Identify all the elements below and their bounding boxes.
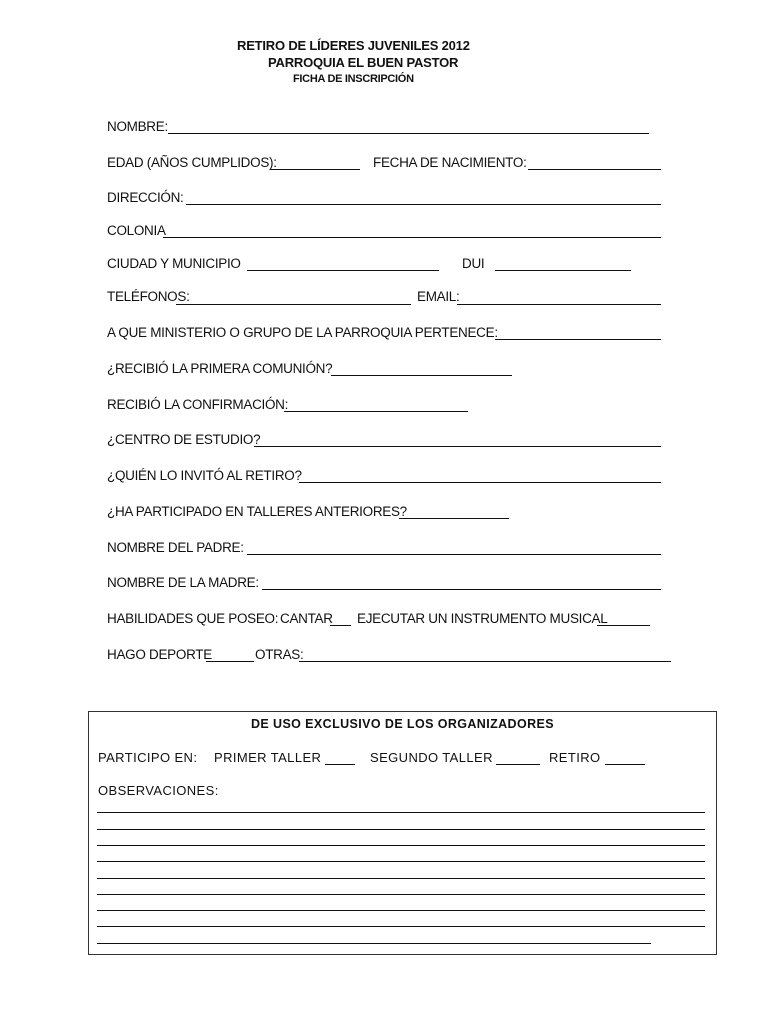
talleres-field[interactable] [399,518,509,519]
email-field[interactable] [457,304,661,305]
primer-taller-field[interactable] [325,764,355,765]
observaciones-line[interactable] [97,926,705,927]
direccion-field[interactable] [186,204,661,205]
nombre-label: NOMBRE: [107,119,168,134]
telefonos-label: TELÉFONOS: [107,289,190,304]
otras-field[interactable] [299,661,671,662]
segundo-taller-label: SEGUNDO TALLER [370,750,493,765]
field-row-colonia [0,222,768,242]
field-row-telefonos [0,288,768,308]
confirmacion-label: RECIBIÓ LA CONFIRMACIÓN: [107,397,289,412]
organizers-box [88,711,717,955]
field-row-habilidades [0,610,768,630]
centro-estudio-label: ¿CENTRO DE ESTUDIO? [107,432,261,447]
observaciones-line[interactable] [97,829,705,830]
confirmacion-field[interactable] [284,411,468,412]
habilidades-label: HABILIDADES QUE POSEO: [107,611,279,626]
retiro-field[interactable] [605,764,645,765]
edad-field[interactable] [270,169,360,170]
observaciones-line[interactable] [97,812,705,813]
observaciones-line[interactable] [97,861,705,862]
field-row-comunion [0,360,768,380]
talleres-label: ¿HA PARTICIPADO EN TALLERES ANTERIORES? [107,504,407,519]
field-row-ministerio [0,324,768,344]
dui-field[interactable] [495,270,631,271]
madre-field[interactable] [262,589,661,590]
dui-label: DUI [462,256,485,271]
field-row-talleres [0,503,768,523]
ciudad-label: CIUDAD Y MUNICIPIO [107,256,241,271]
form-name: FICHA DE INSCRIPCIÓN [293,73,414,85]
instrumento-label: EJECUTAR UN INSTRUMENTO MUSICAL [357,611,608,626]
padre-label: NOMBRE DEL PADRE: [107,540,244,555]
participo-label: PARTICIPO EN: [98,750,198,765]
observaciones-line[interactable] [97,845,705,846]
field-row-madre [0,574,768,594]
colonia-label: COLONIA [107,223,166,238]
observaciones-line[interactable] [97,894,705,895]
madre-label: NOMBRE DE LA MADRE: [107,575,259,590]
instrumento-field[interactable] [597,625,650,626]
cantar-field[interactable] [330,625,351,626]
fecha-nacimiento-label: FECHA DE NACIMIENTO: [373,155,527,170]
direccion-label: DIRECCIÓN: [107,190,184,205]
field-row-invito [0,467,768,487]
organizers-title: DE USO EXCLUSIVO DE LOS ORGANIZADORES [250,717,555,731]
field-row-edad [0,154,768,174]
field-row-direccion [0,189,768,209]
edad-label: EDAD (AÑOS CUMPLIDOS): [107,155,277,170]
field-row-centro-estudio [0,431,768,451]
email-label: EMAIL: [417,289,460,304]
observaciones-line[interactable] [97,910,705,911]
field-row-confirmacion [0,396,768,416]
observaciones-line[interactable] [97,943,651,944]
ministerio-label: A QUE MINISTERIO O GRUPO DE LA PARROQUIA PERTENECE: [107,325,498,340]
fecha-nacimiento-field[interactable] [528,169,661,170]
deporte-label: HAGO DEPORTE [107,647,212,662]
ministerio-field[interactable] [495,339,661,340]
retiro-label: RETIRO [549,750,601,765]
invito-field[interactable] [299,482,661,483]
otras-label: OTRAS: [255,647,304,662]
deporte-field[interactable] [206,661,254,662]
retreat-title: RETIRO DE LÍDERES JUVENILES 2012 [237,38,470,53]
field-row-padre [0,539,768,559]
observaciones-label: OBSERVACIONES: [98,783,219,798]
padre-field[interactable] [247,554,661,555]
comunion-field[interactable] [331,375,512,376]
comunion-label: ¿RECIBIÓ LA PRIMERA COMUNIÓN? [107,361,333,376]
segundo-taller-field[interactable] [496,764,540,765]
invito-label: ¿QUIÉN LO INVITÓ AL RETIRO? [107,468,302,483]
nombre-field[interactable] [168,133,649,134]
cantar-label: CANTAR [280,611,333,626]
primer-taller-label: PRIMER TALLER [214,750,322,765]
field-row-ciudad [0,255,768,275]
observaciones-line[interactable] [97,878,705,879]
telefonos-field[interactable] [176,304,411,305]
field-row-nombre [0,118,768,138]
centro-estudio-field[interactable] [254,446,661,447]
parish-name: PARROQUIA EL BUEN PASTOR [268,55,459,70]
colonia-field[interactable] [163,237,661,238]
field-row-deporte [0,646,768,666]
ciudad-field[interactable] [247,270,439,271]
